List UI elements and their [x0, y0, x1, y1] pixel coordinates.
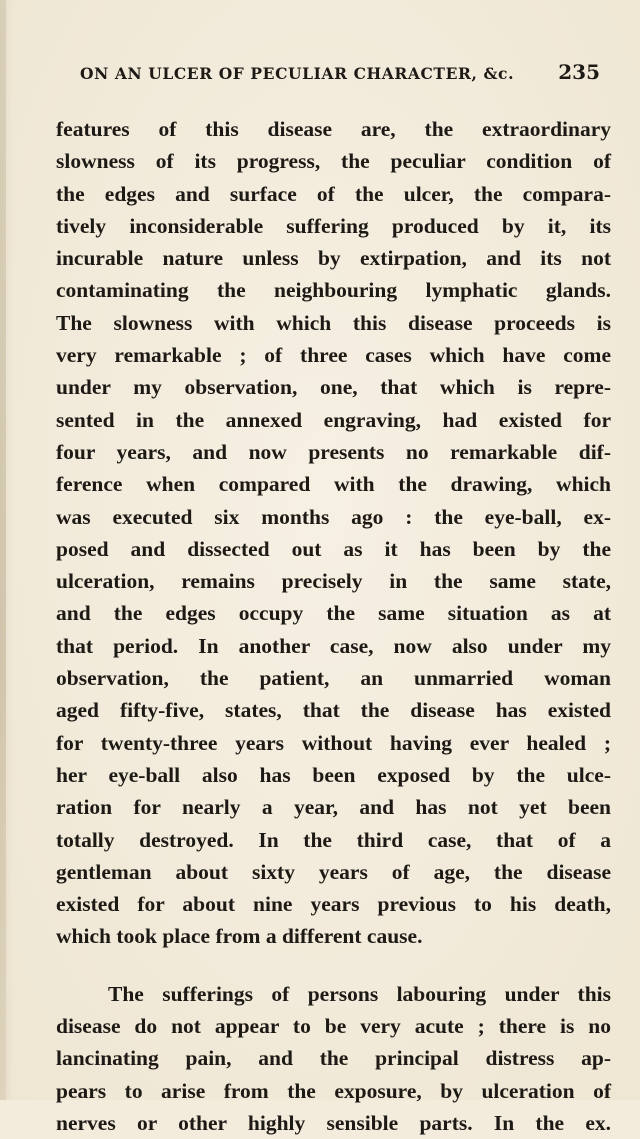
text-line: the edges and surface of the ulcer, the compara-: [56, 181, 611, 206]
text-line: disease do not appear to be very acute ; there is no: [56, 1014, 611, 1039]
text-line: posed and dissected out as it has been by the: [56, 536, 611, 561]
text-line: sented in the annexed engraving, had existed for: [56, 407, 611, 432]
page-gutter-shadow: [0, 0, 6, 1100]
text-line: slowness of its progress, the peculiar condition of: [56, 149, 611, 174]
text-line: features of this disease are, the extraordinary: [56, 117, 611, 141]
paragraph-1: [56, 113, 611, 953]
text-line: under my observation, one, that which is repre-: [56, 375, 611, 400]
text-line: ration for nearly a year, and has not yet been: [56, 795, 611, 820]
text-line: The sufferings of persons labouring under this: [108, 981, 611, 1006]
text-line: and the edges occupy the same situation as at: [56, 601, 611, 626]
paragraph-2: [56, 978, 611, 1139]
text-line: lancinating pain, and the principal distress ap-: [56, 1046, 611, 1071]
text-line: for twenty-three years without having ever healed ;: [56, 730, 611, 755]
text-line: incurable nature unless by extirpation, and its not: [56, 246, 611, 271]
text-line: very remarkable ; of three cases which have come: [56, 343, 611, 368]
text-line: totally destroyed. In the third case, that of a: [56, 827, 611, 852]
page-number: 235: [558, 60, 600, 84]
text-line: that period. In another case, now also under my: [56, 633, 611, 658]
text-line: observation, the patient, an unmarried woman: [56, 666, 611, 691]
text-line: nerves or other highly sensible parts. In the ex.: [56, 1110, 611, 1135]
body-text: [56, 113, 611, 1139]
text-line: pears to arise from the exposure, by ulceration of: [56, 1078, 611, 1103]
text-line: ulceration, remains precisely in the same state,: [56, 569, 611, 594]
text-line: tively inconsiderable suffering produced by it, its: [56, 213, 611, 238]
text-line: four years, and now presents no remarkable dif-: [56, 439, 611, 464]
text-line: contaminating the neighbouring lymphatic glands.: [56, 278, 611, 303]
text-line: aged fifty-five, states, that the disease has existed: [56, 698, 611, 723]
text-line: was executed six months ago : the eye-ball, ex-: [56, 504, 611, 529]
text-line: which took place from a different cause.: [56, 924, 423, 949]
text-line: existed for about nine years previous to his death,: [56, 892, 611, 917]
text-line: ference when compared with the drawing, which: [56, 472, 611, 497]
running-head: ON AN ULCER OF PECULIAR CHARACTER, &c.: [80, 64, 515, 83]
page-header: [80, 60, 600, 90]
text-line: her eye-ball also has been exposed by the ulce-: [56, 762, 611, 787]
text-line: gentleman about sixty years of age, the disease: [56, 859, 611, 884]
text-line: The slowness with which this disease proceeds is: [56, 310, 611, 335]
